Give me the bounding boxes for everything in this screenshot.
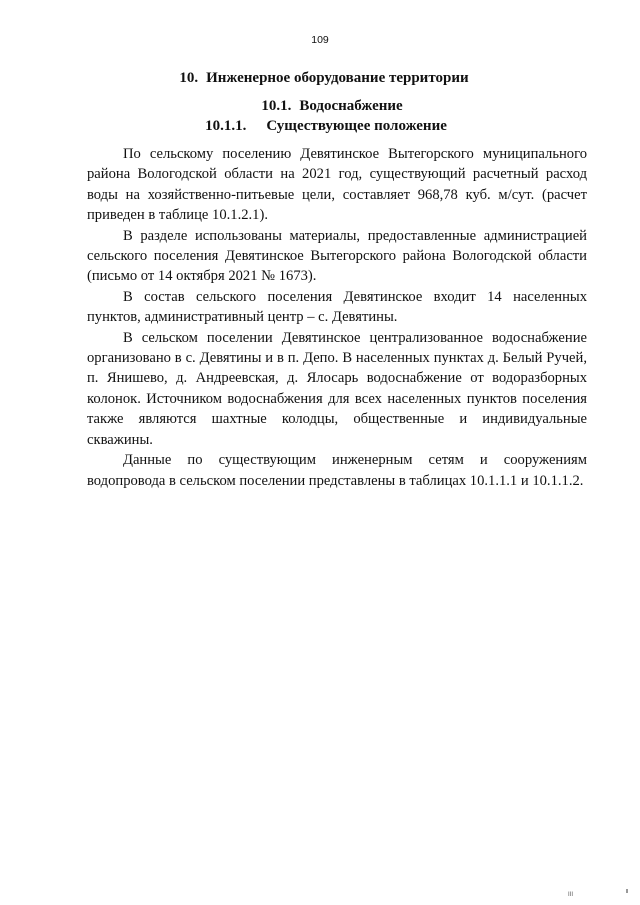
section-number: 10. [179,70,199,86]
subsection-number: 10.1. [261,98,292,114]
footer-mark: III [568,892,574,898]
paragraph: По сельскому поселению Девятинское Вытегорского муниципального района Вологодской области на 2021 год, существующий расчетный расход воды на хозяйственно-питьевые цели, составляет 968,78 куб. м/сут. (расчет приведен в таблице 10.1.2.1). [87,146,587,224]
section-heading [4,70,640,87]
paragraph: Данные по существующим инженерным сетям и сооружениям водопровода в сельском поселении представлены в таблицах 10.1.1.1 и 10.1.1.2. [87,452,587,489]
subsection-heading [12,98,640,115]
subsubsection-heading [6,118,640,135]
subsection-title: Водоснабжение [299,98,403,114]
paragraph: В сельском поселении Девятинское централизованное водоснабжение организовано в с. Девятины и в п. Депо. В населенных пунктах д. Белый Ручей, п. Янишево, д. Андреевская, д. Ялосарь водоснабжение от водоразборных колонок. Источником водоснабжения для всех населенных пунктов поселения также являются шахтные колодцы, общественные и индивидуальные скважины. [87,329,587,448]
body-text [87,144,587,491]
scan-mark [626,889,628,893]
section-title: Инженерное оборудование территории [206,70,469,86]
paragraph: В разделе использованы материалы, предоставленные администрацией сельского поселения Девятинское Вытегорского района Вологодской области (письмо от 14 октября 2021 № 1673). [87,227,587,285]
subsubsection-title: Существующее положение [266,118,447,134]
paragraph: В состав сельского поселения Девятинское входит 14 населенных пунктов, административный центр – с. Девятины. [87,288,587,326]
subsubsection-number: 10.1.1. [205,118,247,134]
page-number: 109 [311,34,329,46]
